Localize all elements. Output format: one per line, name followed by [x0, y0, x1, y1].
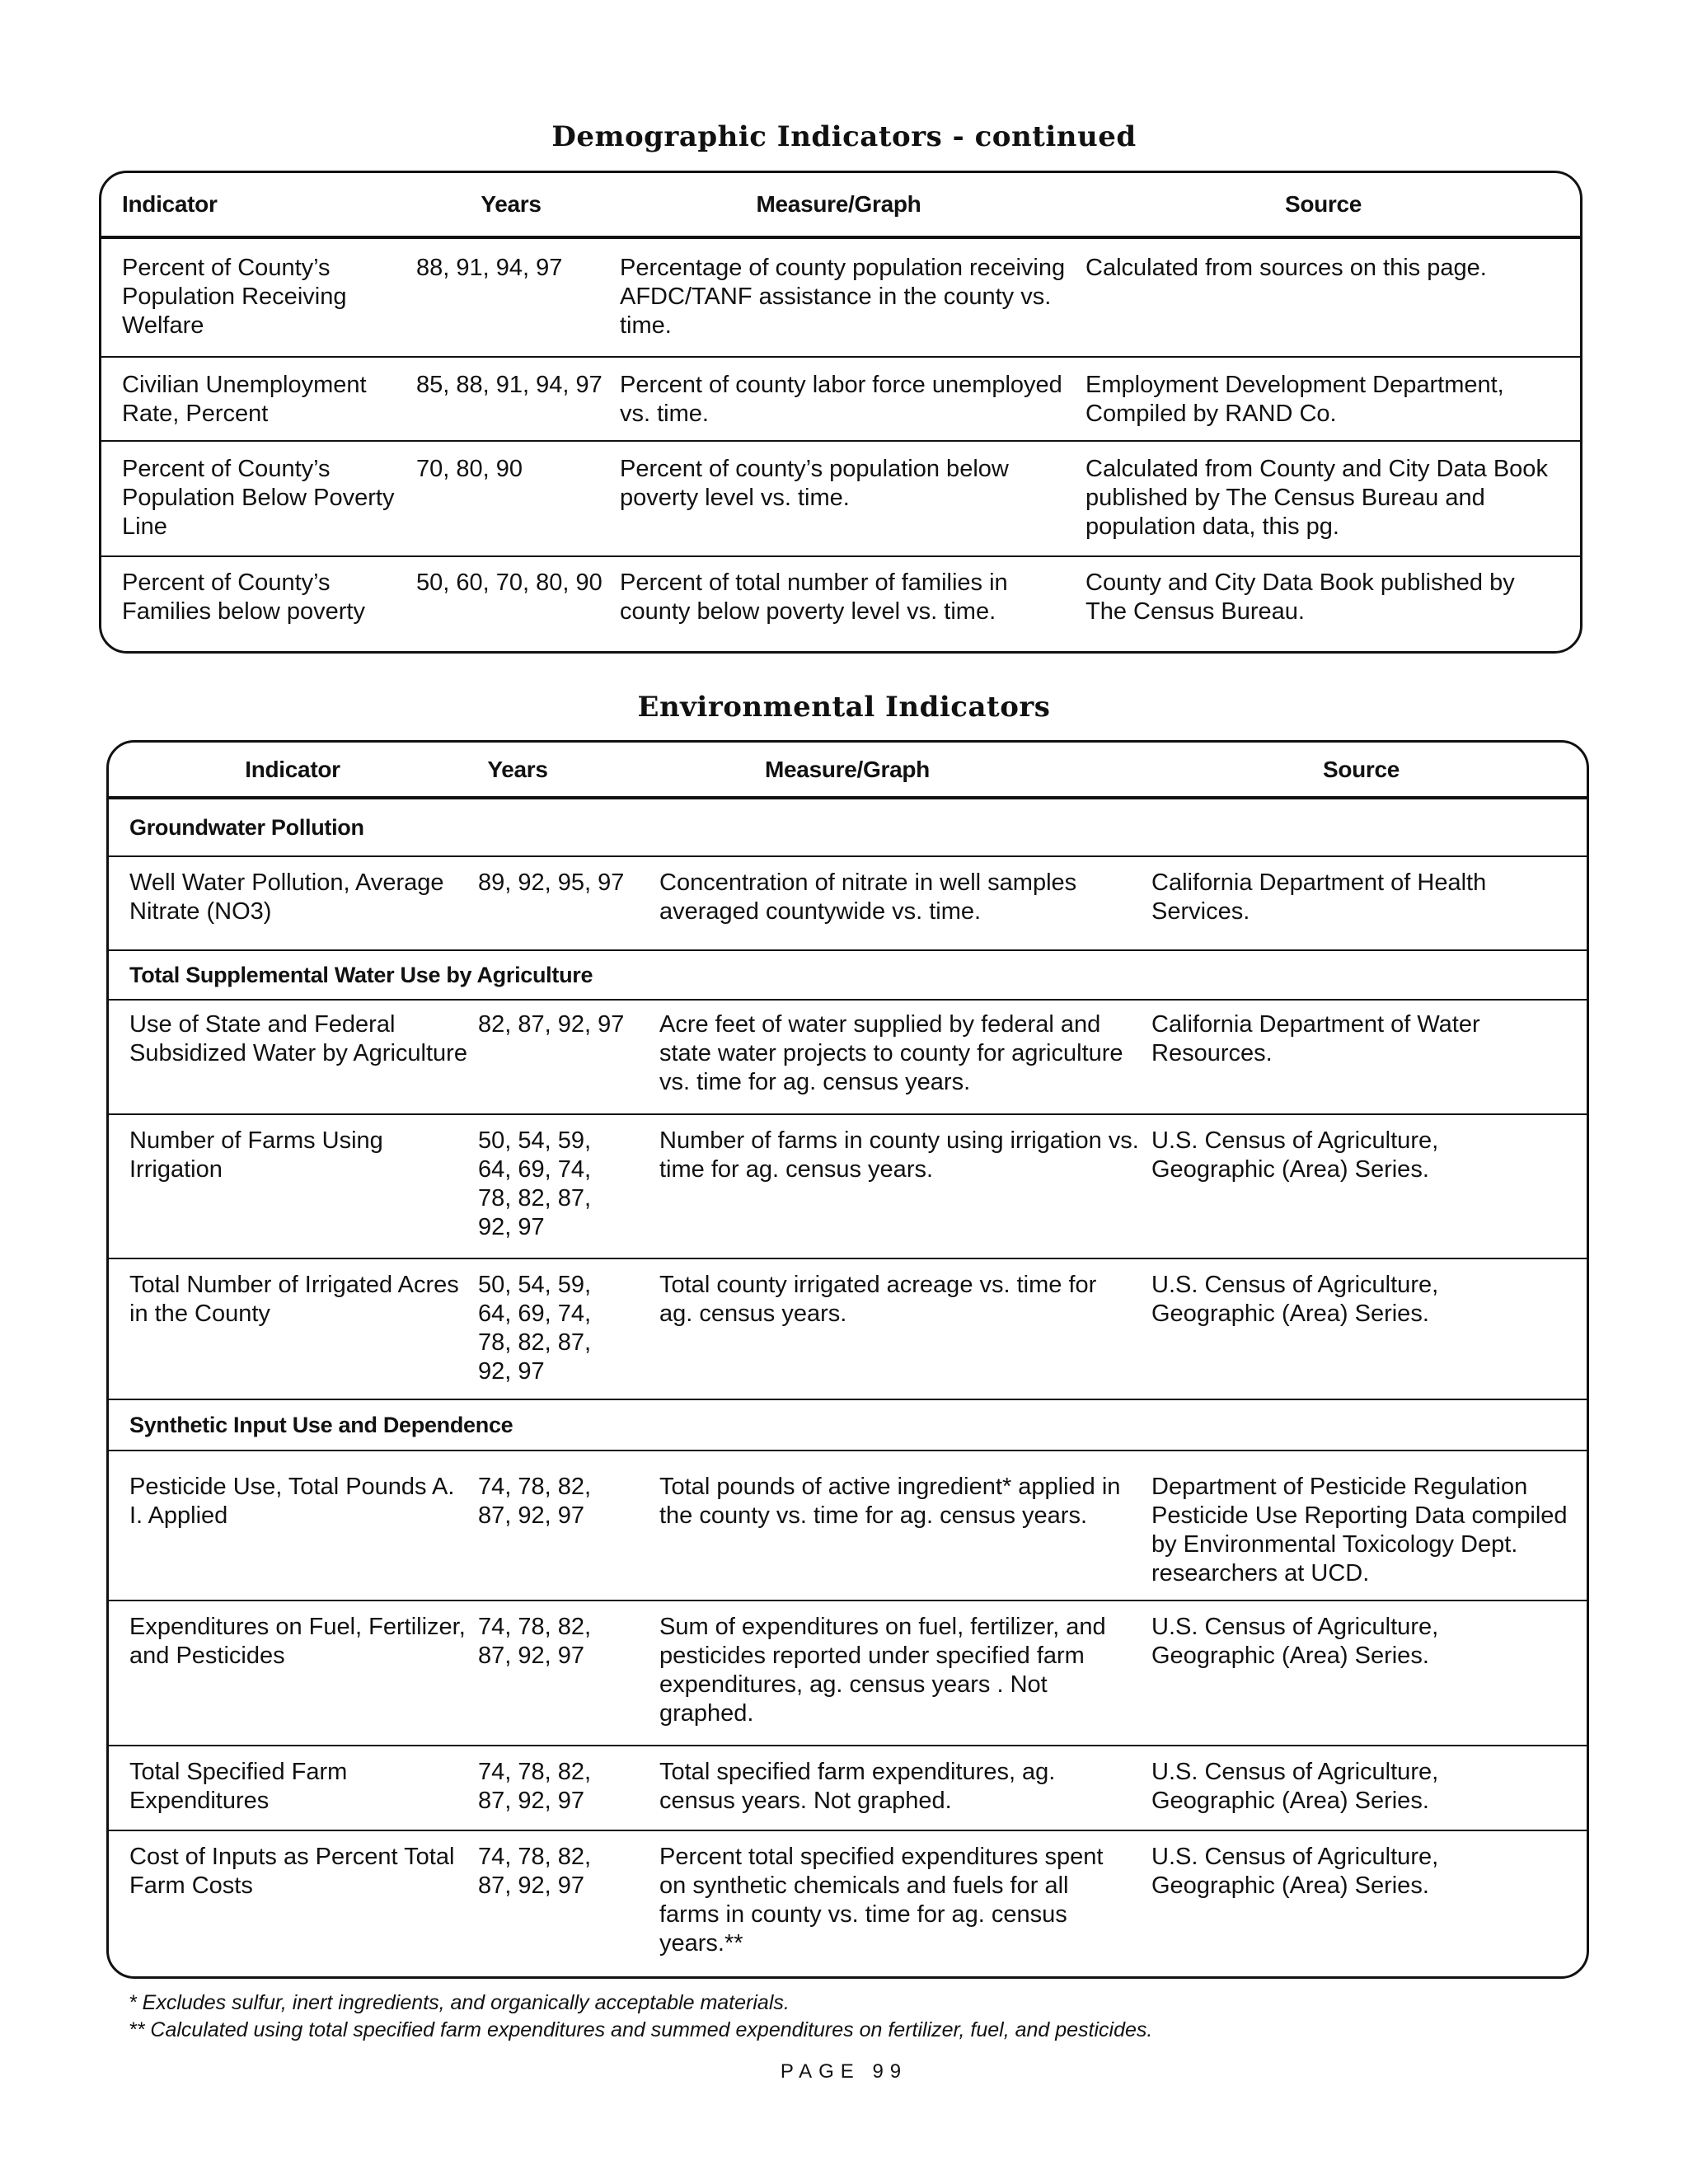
page-number: PAGE 99 — [780, 2060, 908, 2083]
source-cell: California Department of Water Resources. — [1151, 1011, 1480, 1066]
source-cell: U.S. Census of Agriculture, Geographic (Area) Series. — [1151, 1127, 1439, 1183]
years-cell: 74, 78, 82, 87, 92, 97 — [478, 1759, 592, 1814]
measure-cell: Total county irrigated acreage vs. time for ag. census years. — [659, 1272, 1097, 1327]
table-row — [101, 440, 1580, 555]
table-row — [101, 239, 1580, 356]
demographic-table — [99, 171, 1582, 654]
table-row — [101, 555, 1580, 649]
header-source: Source — [1284, 191, 1362, 217]
header-years: Years — [481, 191, 542, 217]
indicator-cell: Pesticide Use, Total Pounds A. I. Applied — [129, 1474, 455, 1529]
years-cell: 89, 92, 95, 97 — [478, 869, 625, 896]
measure-cell: Sum of expenditures on fuel, fertilizer, and pesticides reported under specified farm expenditures, ag. census years . Not graphed. — [659, 1614, 1106, 1727]
source-cell: Employment Development Department, Compiled by RAND Co. — [1085, 372, 1504, 427]
footnotes — [129, 1990, 1152, 2044]
source-cell: U.S. Census of Agriculture, Geographic (Area) Series. — [1151, 1844, 1439, 1899]
indicator-cell: Total Specified Farm Expenditures — [129, 1759, 348, 1814]
years-cell: 50, 54, 59, 64, 69, 74, 78, 82, 87, 92, 97 — [478, 1272, 592, 1385]
table-row — [109, 1450, 1587, 1600]
indicator-cell: Total Number of Irrigated Acres in the County — [129, 1272, 459, 1327]
measure-cell: Total pounds of active ingredient* applied in the county vs. time for ag. census years. — [659, 1474, 1121, 1529]
measure-cell: Total specified farm expenditures, ag. census years. Not graphed. — [659, 1759, 1056, 1814]
years-cell: 74, 78, 82, 87, 92, 97 — [478, 1614, 592, 1669]
group-heading: Groundwater Pollution — [129, 814, 364, 840]
table-row — [109, 1258, 1587, 1399]
measure-cell: Percentage of county population receiving AFDC/TANF assistance in the county vs. time. — [620, 255, 1066, 339]
table-row — [101, 356, 1580, 440]
table-row — [109, 1113, 1587, 1258]
header-years: Years — [487, 756, 548, 782]
indicator-cell: Expenditures on Fuel, Fertilizer, and Pesticides — [129, 1614, 466, 1669]
indicator-cell: Percent of County’s Population Receiving Welfare — [122, 255, 347, 339]
years-cell: 50, 54, 59, 64, 69, 74, 78, 82, 87, 92, 97 — [478, 1127, 592, 1240]
indicator-cell: Use of State and Federal Subsidized Water by Agriculture — [129, 1011, 467, 1066]
source-cell: Calculated from County and City Data Book published by The Census Bureau and population data, this pg. — [1085, 456, 1548, 540]
years-cell: 74, 78, 82, 87, 92, 97 — [478, 1844, 592, 1899]
measure-cell: Percent total specified expenditures spent on synthetic chemicals and fuels for all farms in county vs. time for ag. census years.** — [659, 1844, 1104, 1957]
table-header — [109, 743, 1587, 799]
source-cell: County and City Data Book published by The Census Bureau. — [1085, 569, 1515, 625]
years-cell: 82, 87, 92, 97 — [478, 1011, 625, 1038]
source-cell: U.S. Census of Agriculture, Geographic (Area) Series. — [1151, 1614, 1439, 1669]
measure-cell: Percent of county labor force unemployed vs. time. — [620, 372, 1062, 427]
footnote: * Excludes sulfur, inert ingredients, and organically acceptable materials. — [129, 1991, 790, 2014]
group-heading: Total Supplemental Water Use by Agriculture — [109, 949, 1587, 999]
table-header — [101, 173, 1580, 239]
header-indicator: Indicator — [245, 756, 340, 782]
indicator-cell: Well Water Pollution, Average Nitrate (NO3) — [129, 869, 444, 925]
header-source: Source — [1322, 756, 1400, 782]
indicator-cell: Civilian Unemployment Rate, Percent — [122, 372, 367, 427]
environmental-section-title: Environmental Indicators — [637, 691, 1051, 724]
indicator-cell: Cost of Inputs as Percent Total Farm Costs — [129, 1844, 455, 1899]
demographic-section-title: Demographic Indicators - continued — [551, 120, 1137, 153]
table-row — [109, 999, 1587, 1113]
source-cell: U.S. Census of Agriculture, Geographic (Area) Series. — [1151, 1759, 1439, 1814]
footnote: ** Calculated using total specified farm expenditures and summed expenditures on fertilizer, fuel, and pesticides. — [129, 2018, 1153, 2041]
measure-cell: Percent of total number of families in county below poverty level vs. time. — [620, 569, 1008, 625]
measure-cell: Concentration of nitrate in well samples averaged countywide vs. time. — [659, 869, 1077, 925]
environmental-table — [106, 740, 1589, 1979]
source-cell: Calculated from sources on this page. — [1085, 255, 1487, 281]
table-row — [109, 1600, 1587, 1745]
years-cell: 50, 60, 70, 80, 90 — [416, 569, 603, 596]
measure-cell: Percent of county’s population below poverty level vs. time. — [620, 456, 1009, 511]
indicator-cell: Percent of County’s Population Below Poverty Line — [122, 456, 395, 540]
measure-cell: Acre feet of water supplied by federal and state water projects to county for agriculture vs. time for ag. census years. — [659, 1011, 1123, 1095]
table-row — [109, 855, 1587, 949]
group-heading: Synthetic Input Use and Dependence — [109, 1399, 1587, 1450]
measure-cell: Number of farms in county using irrigation vs. time for ag. census years. — [659, 1127, 1139, 1183]
years-cell: 74, 78, 82, 87, 92, 97 — [478, 1474, 592, 1529]
source-cell: Department of Pesticide Regulation Pesticide Use Reporting Data compiled by Environmental Toxicology Dept. researchers at UCD. — [1151, 1474, 1568, 1586]
header-measure: Measure/Graph — [765, 756, 930, 782]
indicator-cell: Number of Farms Using Irrigation — [129, 1127, 383, 1183]
years-cell: 88, 91, 94, 97 — [416, 255, 563, 281]
header-measure: Measure/Graph — [756, 191, 921, 217]
indicator-cell: Percent of County’s Families below poverty — [122, 569, 365, 625]
header-indicator: Indicator — [122, 191, 218, 217]
table-row — [109, 1830, 1587, 1975]
years-cell: 85, 88, 91, 94, 97 — [416, 372, 603, 398]
years-cell: 70, 80, 90 — [416, 456, 523, 482]
source-cell: California Department of Health Services. — [1151, 869, 1487, 925]
source-cell: U.S. Census of Agriculture, Geographic (Area) Series. — [1151, 1272, 1439, 1327]
table-row — [109, 1745, 1587, 1830]
